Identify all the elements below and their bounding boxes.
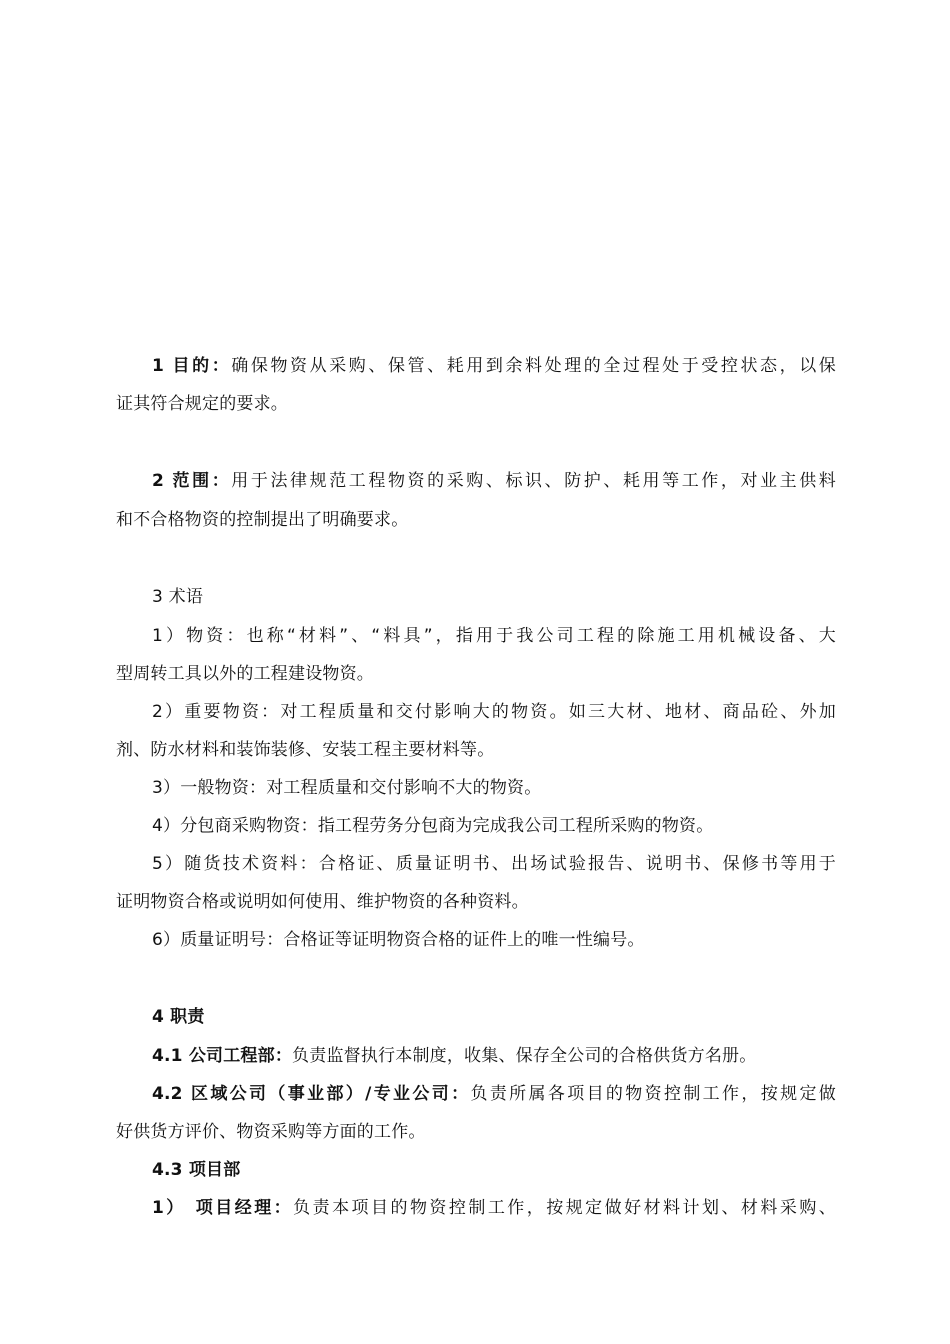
purpose-line-1 xyxy=(152,354,836,378)
duty-4-1-label: 4.1 公司工程部： xyxy=(152,1046,293,1066)
purpose-line-2: 证其符合规定的要求。 xyxy=(116,394,288,414)
duty-4-1-text: 负责监督执行本制度，收集、保存全公司的合格供货方名册。 xyxy=(292,1046,757,1066)
duty-4-2-line-1 xyxy=(152,1082,836,1106)
duty-4-3-heading: 4.3 项目部 xyxy=(152,1160,241,1180)
term-line-1: 1）物资：也称“材料”、“料具”，指用于我公司工程的除施工用机械设备、大 xyxy=(152,626,836,646)
term-line-2: 型周转工具以外的工程建设物资。 xyxy=(116,664,374,684)
term-line-5: 3）一般物资：对工程质量和交付影响不大的物资。 xyxy=(152,778,542,798)
scope-heading: 2 范围： xyxy=(152,471,232,491)
duties-heading: 4 职责 xyxy=(152,1007,205,1027)
term-line-4: 剂、防水材料和装饰装修、安装工程主要材料等。 xyxy=(116,740,495,760)
duty-4-3-1-text: 负责本项目的物资控制工作，按规定做好材料计划、材料采购、 xyxy=(293,1198,837,1218)
duty-4-2-text-1: 负责所属各项目的物资控制工作，按规定做 xyxy=(470,1084,836,1104)
duty-4-3-1 xyxy=(152,1196,836,1220)
duty-4-3-1-label: 项目经理： xyxy=(195,1198,294,1218)
term-line-7: 5）随货技术资料：合格证、质量证明书、出场试验报告、说明书、保修书等用于 xyxy=(152,854,836,874)
duty-4-1 xyxy=(152,1044,836,1068)
term-line-6: 4）分包商采购物资：指工程劳务分包商为完成我公司工程所采购的物资。 xyxy=(152,816,714,836)
scope-line-2: 和不合格物资的控制提出了明确要求。 xyxy=(116,510,409,530)
scope-text-1: 用于法律规范工程物资的采购、标识、防护、耗用等工作，对业主供料 xyxy=(231,471,837,491)
duty-4-3-1-num: 1） xyxy=(152,1198,186,1218)
purpose-text-1: 确保物资从采购、保管、耗用到余料处理的全过程处于受控状态，以保 xyxy=(231,356,837,376)
term-line-8: 证明物资合格或说明如何使用、维护物资的各种资料。 xyxy=(116,892,529,912)
duty-4-2-label: 4.2 区域公司（事业部）/专业公司： xyxy=(152,1084,471,1104)
scope-line-1 xyxy=(152,469,836,493)
term-line-3: 2）重要物资：对工程质量和交付影响大的物资。如三大材、地材、商品砼、外加 xyxy=(152,702,836,722)
term-line-9: 6）质量证明号：合格证等证明物资合格的证件上的唯一性编号。 xyxy=(152,930,645,950)
duty-4-2-line-2: 好供货方评价、物资采购等方面的工作。 xyxy=(116,1122,426,1142)
purpose-heading: 1 目的： xyxy=(152,356,232,376)
terms-heading: 3 术语 xyxy=(152,587,204,607)
